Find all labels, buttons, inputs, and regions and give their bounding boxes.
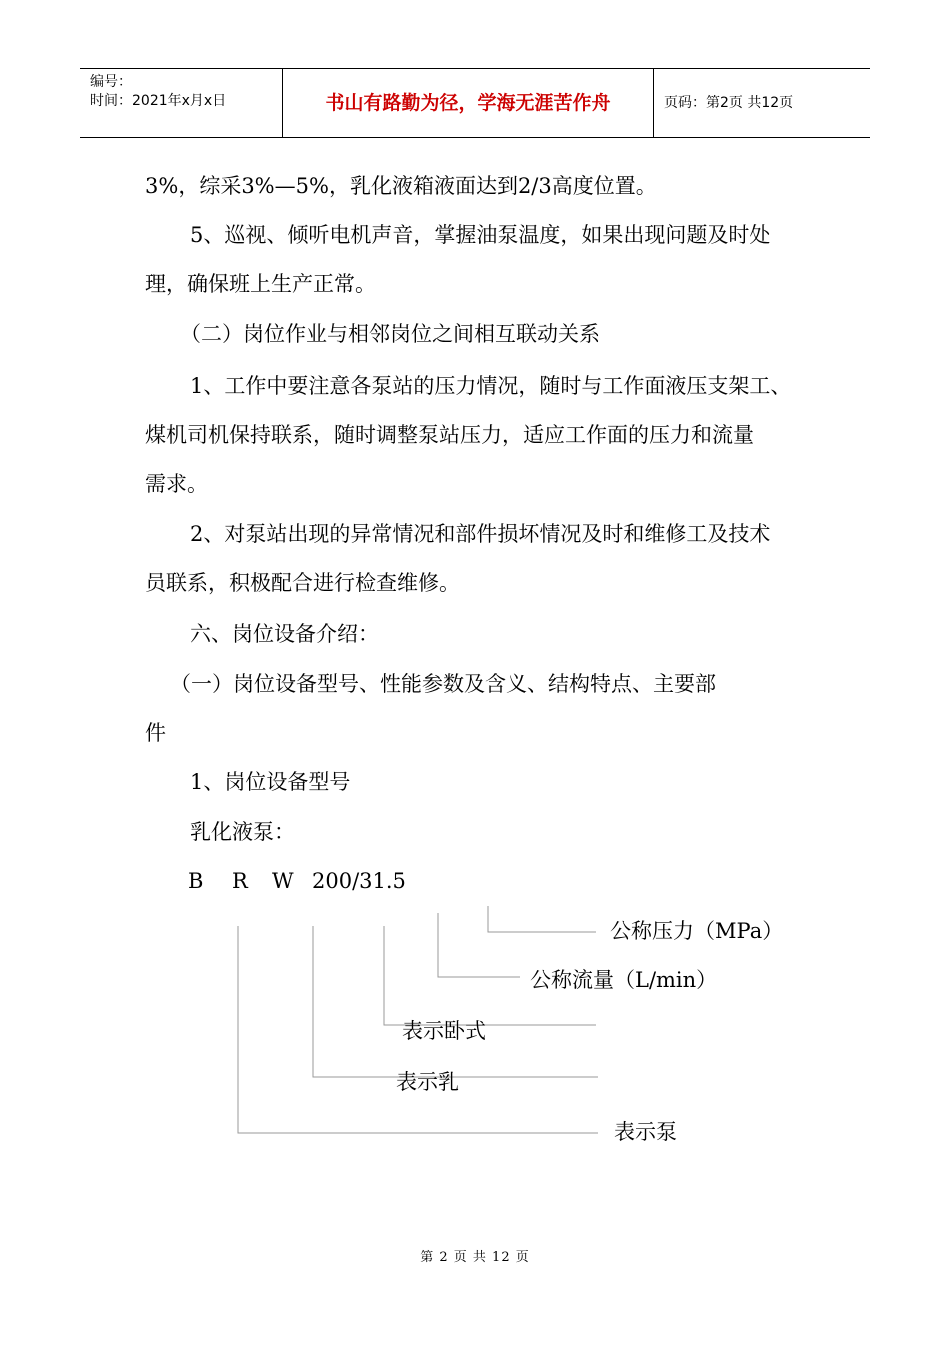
label-nominal-flow: 公称流量（L/min）	[530, 968, 718, 992]
body-line: 需求。	[145, 472, 208, 496]
sub-heading: 1、岗位设备型号	[190, 770, 351, 794]
model-code-b: B	[188, 869, 204, 893]
model-code-w: W	[272, 869, 294, 893]
section-heading: 件	[145, 721, 166, 745]
section-heading: （一）岗位设备型号、性能参数及含义、结构特点、主要部	[170, 672, 716, 696]
body-line: 煤机司机保持联系，随时调整泵站压力，适应工作面的压力和流量	[145, 423, 754, 447]
label-nominal-pressure: 公称压力（MPa）	[610, 919, 784, 943]
page-footer: 第 2 页 共 12 页	[420, 1250, 530, 1265]
section-heading: 六、岗位设备介绍：	[190, 622, 379, 646]
body-line: 3%，综采3%—5%，乳化液箱液面达到2/3高度位置。	[145, 174, 657, 198]
connector-emulsion	[313, 926, 598, 1077]
connector-pressure	[488, 906, 596, 932]
model-code-number: 200/31.5	[312, 869, 406, 893]
connector-flow	[438, 913, 520, 977]
body-line: 5、巡视、倾听电机声音，掌握油泵温度，如果出现问题及时处	[190, 223, 771, 247]
body-line: 员联系，积极配合进行检查维修。	[145, 571, 460, 595]
body-line: 乳化液泵：	[190, 820, 295, 844]
label-horizontal: 表示卧式	[402, 1019, 486, 1043]
body-line: 1、工作中要注意各泵站的压力情况，随时与工作面液压支架工、	[190, 374, 792, 398]
header-info	[80, 69, 282, 137]
document-number: 编号：	[90, 74, 132, 90]
section-heading: （二）岗位作业与相邻岗位之间相互联动关系	[180, 322, 600, 346]
body-line: 2、对泵站出现的异常情况和部件损坏情况及时和维修工及技术	[190, 522, 771, 546]
header-page-number: 页码：第2页 共12页	[664, 95, 794, 111]
model-code-r: R	[232, 869, 248, 893]
label-emulsion: 表示乳	[396, 1070, 459, 1094]
page-header	[80, 68, 870, 138]
document-date: 时间：2021年x月x日	[90, 93, 227, 109]
label-pump: 表示泵	[614, 1120, 677, 1144]
header-motto: 书山有路勤为径，学海无涯苦作舟	[282, 69, 654, 137]
body-line: 理，确保班上生产正常。	[145, 272, 376, 296]
